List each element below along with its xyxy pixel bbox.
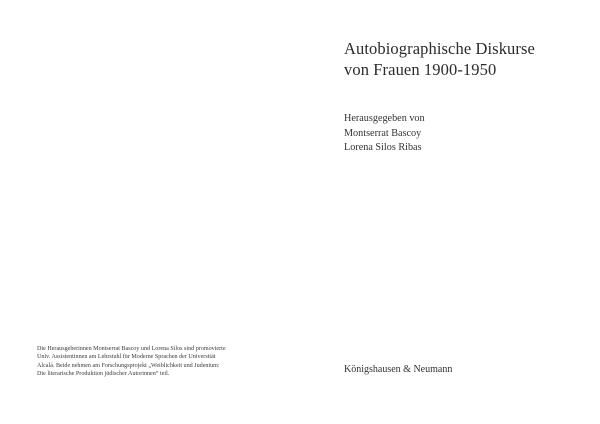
right-page — [300, 0, 600, 424]
editors-label: Herausgegeben von — [344, 113, 425, 124]
editors — [344, 112, 584, 156]
book-title — [344, 38, 594, 80]
note-line: Alcalá. Beide nehmen am Forschungsprojekt „Weiblichkeit und Judentum: — [37, 362, 220, 369]
publisher-name: Königshausen & Neumann — [344, 364, 453, 375]
note-line: Univ. Assistentinnen am Lehrstuhl für Moderne Sprachen der Universität — [37, 354, 216, 361]
note-line: Die literarische Produktion jüdischer Autorinnen“ teil. — [37, 370, 170, 377]
editors-note — [37, 345, 292, 378]
editor-name: Montserrat Bascoy — [344, 127, 422, 139]
editor-name: Lorena Silos Ribas — [344, 142, 422, 153]
note-line: Die Herausgeberinnen Montserrat Bascoy und Lorena Silos sind promovierte — [37, 346, 226, 352]
title-line: von Frauen 1900-1950 — [344, 60, 497, 79]
title-line: Autobiographische Diskurse — [344, 39, 535, 58]
